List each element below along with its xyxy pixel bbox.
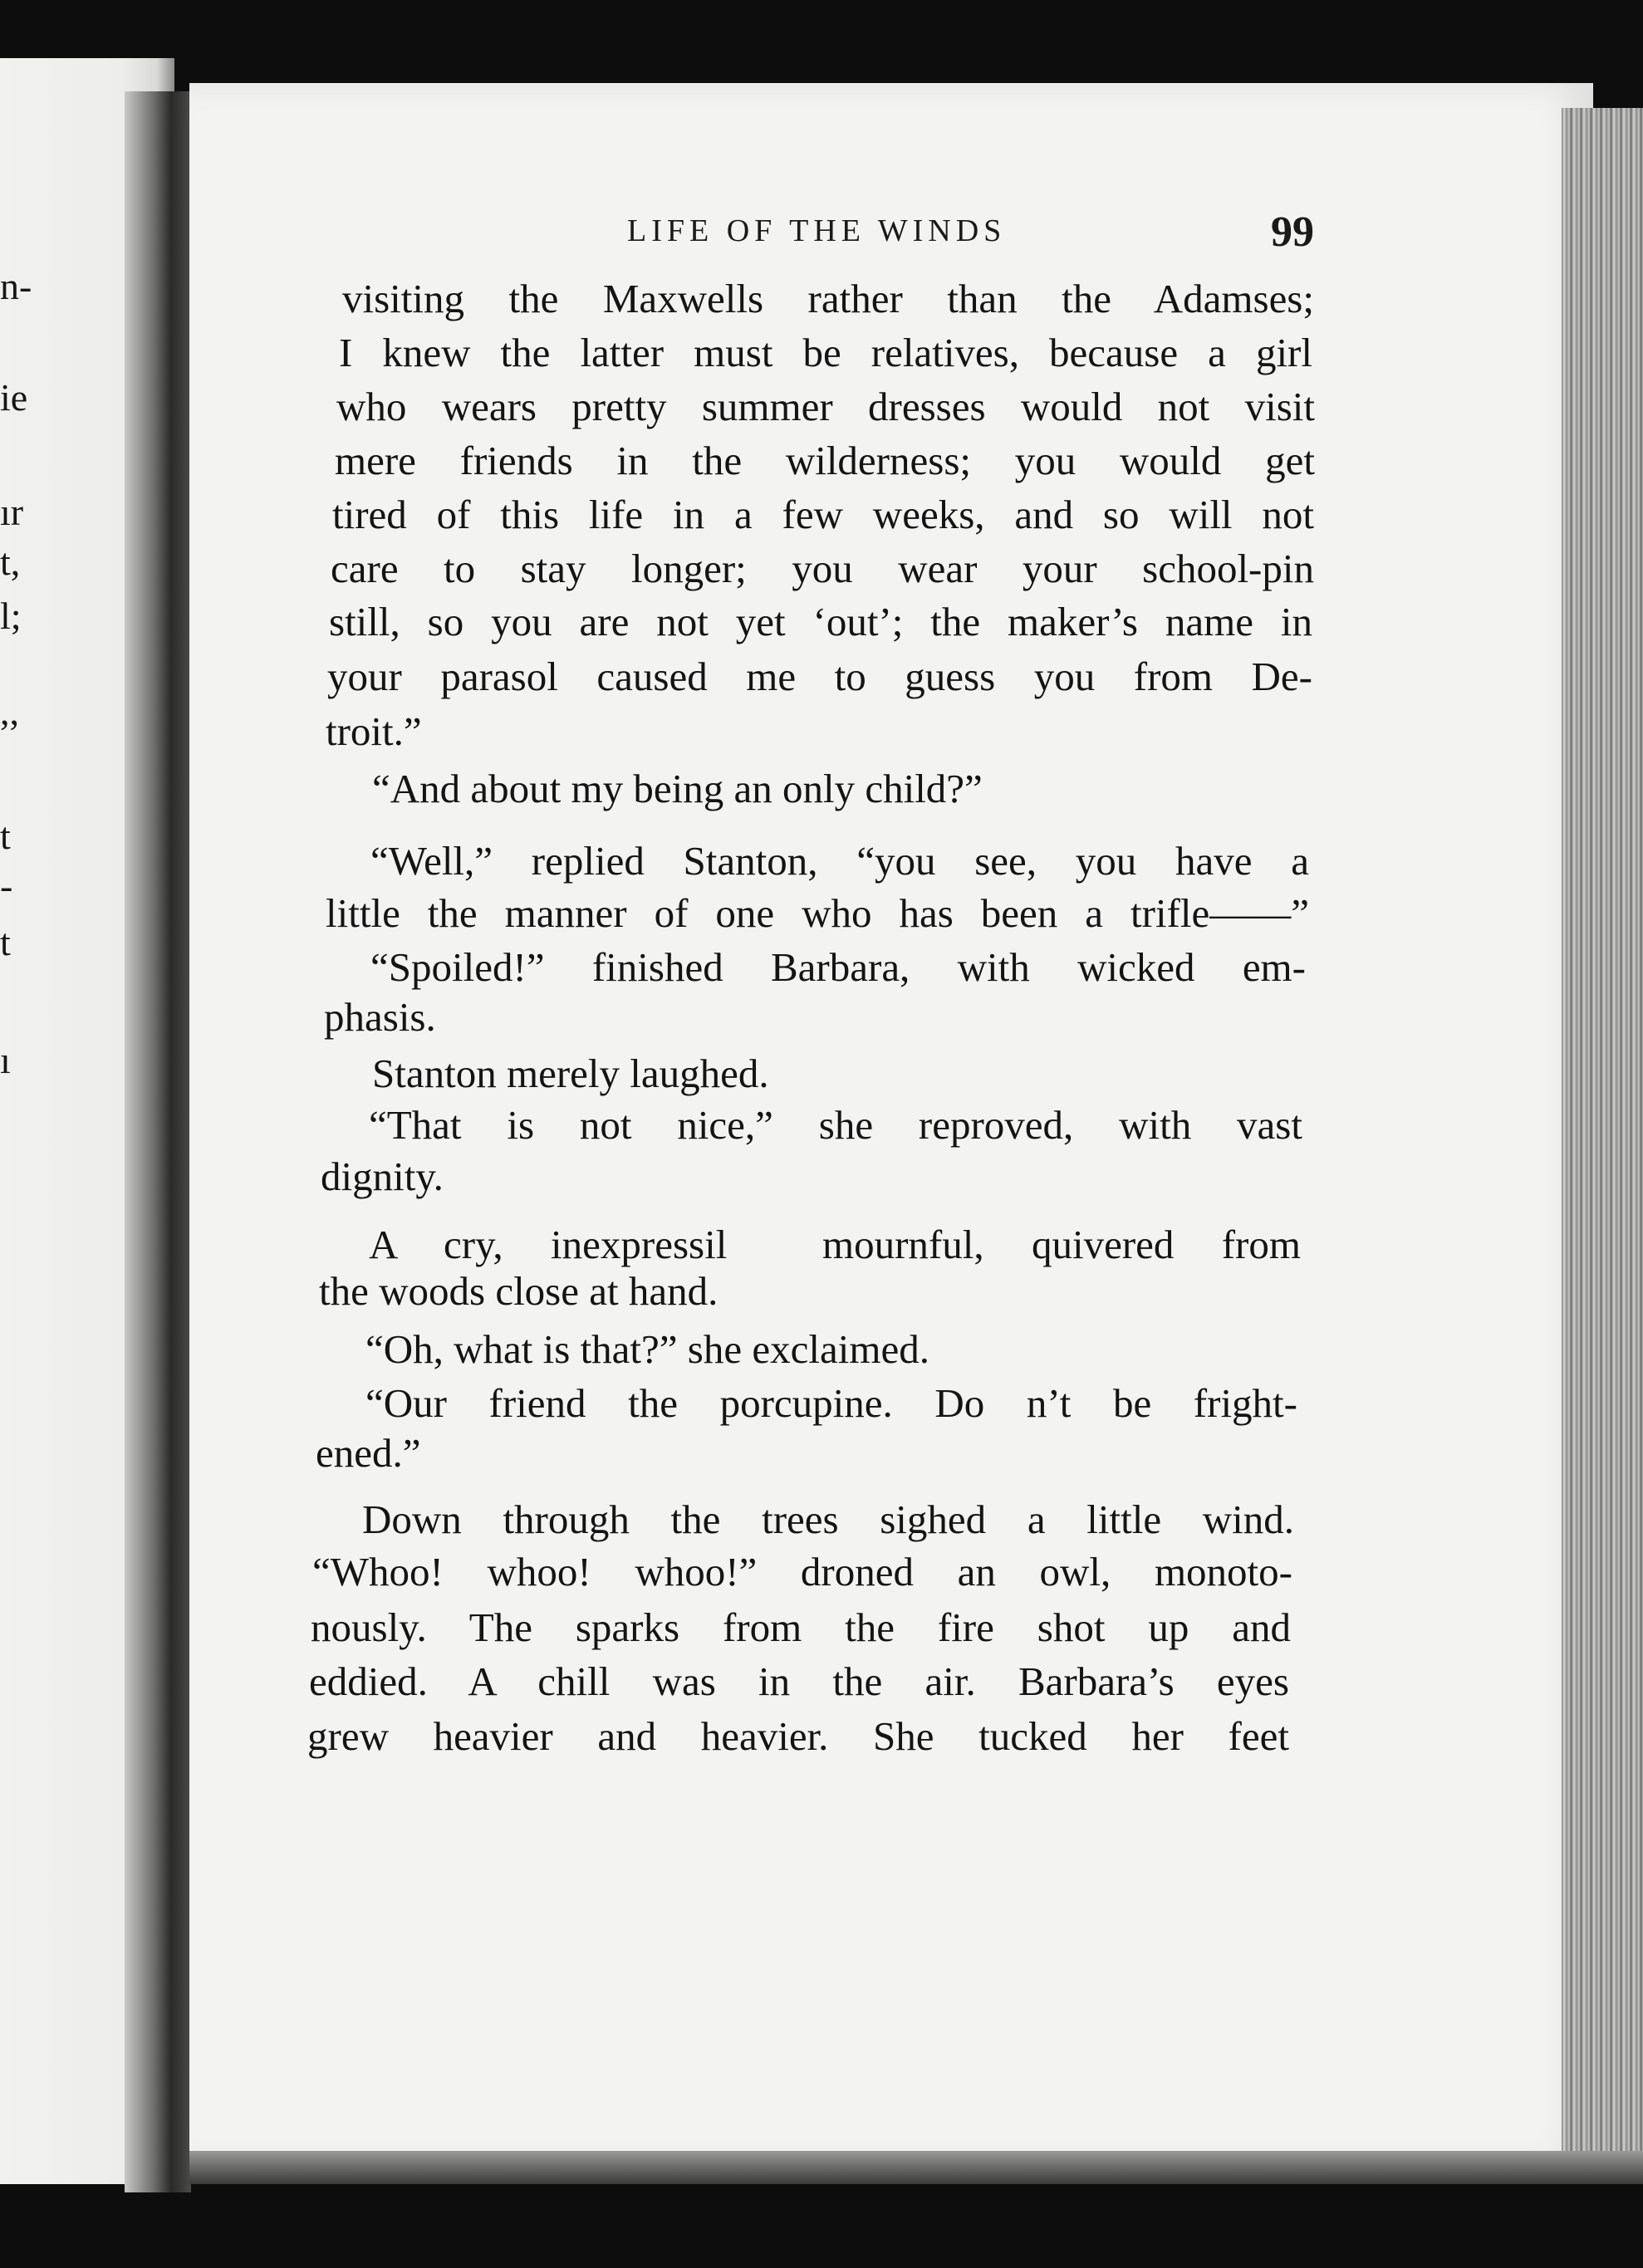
fragment: l; — [0, 595, 22, 637]
text-line: your parasol caused me to guess you from De- — [327, 654, 1312, 699]
text-line: dignity. — [321, 1154, 444, 1199]
text-line: A cry, inexpressil mournful, quivered from — [369, 1222, 1301, 1267]
text-line: grew heavier and heavier. She tucked her feet — [307, 1713, 1289, 1759]
fragment: t, — [0, 541, 21, 583]
text-line: Stanton merely laughed. — [372, 1051, 769, 1096]
text-line: “Spoiled!” finished Barbara, with wicked em- — [370, 944, 1306, 990]
text-line: the woods close at hand. — [319, 1268, 719, 1314]
fragment: ır — [0, 491, 24, 533]
fragment: ie — [0, 376, 28, 419]
text-line: care to stay longer; you wear your school-pin — [331, 546, 1314, 591]
text-line: “And about my being an only child?” — [372, 766, 983, 811]
text-line: I knew the latter must be relatives, because a girl — [339, 330, 1312, 375]
fragment: ,, — [0, 690, 19, 732]
text-line: “Whoo! whoo! whoo!” droned an owl, monoto- — [312, 1549, 1292, 1594]
text-line: “Well,” replied Stanton, “you see, you have a — [370, 838, 1309, 884]
text-line: tired of this life in a few weeks, and so will not — [332, 492, 1314, 537]
text-line: troit.” — [326, 708, 422, 754]
text-line: “Oh, what is that?” she exclaimed. — [365, 1326, 929, 1372]
text-line: visiting the Maxwells rather than the Adamses; — [342, 276, 1314, 321]
fragment: n- — [0, 265, 32, 307]
text-line: still, so you are not yet ‘out’; the maker’s name in — [329, 599, 1312, 644]
text-line: little the manner of one who has been a trifle——” — [326, 890, 1309, 936]
text-line: nously. The sparks from the fire shot up and — [311, 1604, 1291, 1650]
text-line: mere friends in the wilderness; you would get — [335, 438, 1315, 483]
page-number: 99 — [1271, 208, 1314, 256]
fragment: ı — [0, 1039, 11, 1081]
fragment: - — [0, 865, 13, 907]
text-line: phasis. — [324, 994, 436, 1040]
text-line: eddied. A chill was in the air. Barbara’s eyes — [309, 1658, 1289, 1704]
running-title: LIFE OF THE WINDS — [627, 213, 1007, 248]
text-line: “That is not nice,” she reproved, with vast — [369, 1102, 1302, 1148]
fragment: t — [0, 815, 11, 857]
text-line: ened.” — [316, 1430, 421, 1476]
text-line: who wears pretty summer dresses would not visit — [336, 384, 1315, 429]
fragment: t — [0, 921, 11, 963]
text-line: Down through the trees sighed a little wind. — [362, 1496, 1294, 1542]
text-line: “Our friend the porcupine. Do n’t be fright- — [365, 1380, 1297, 1426]
